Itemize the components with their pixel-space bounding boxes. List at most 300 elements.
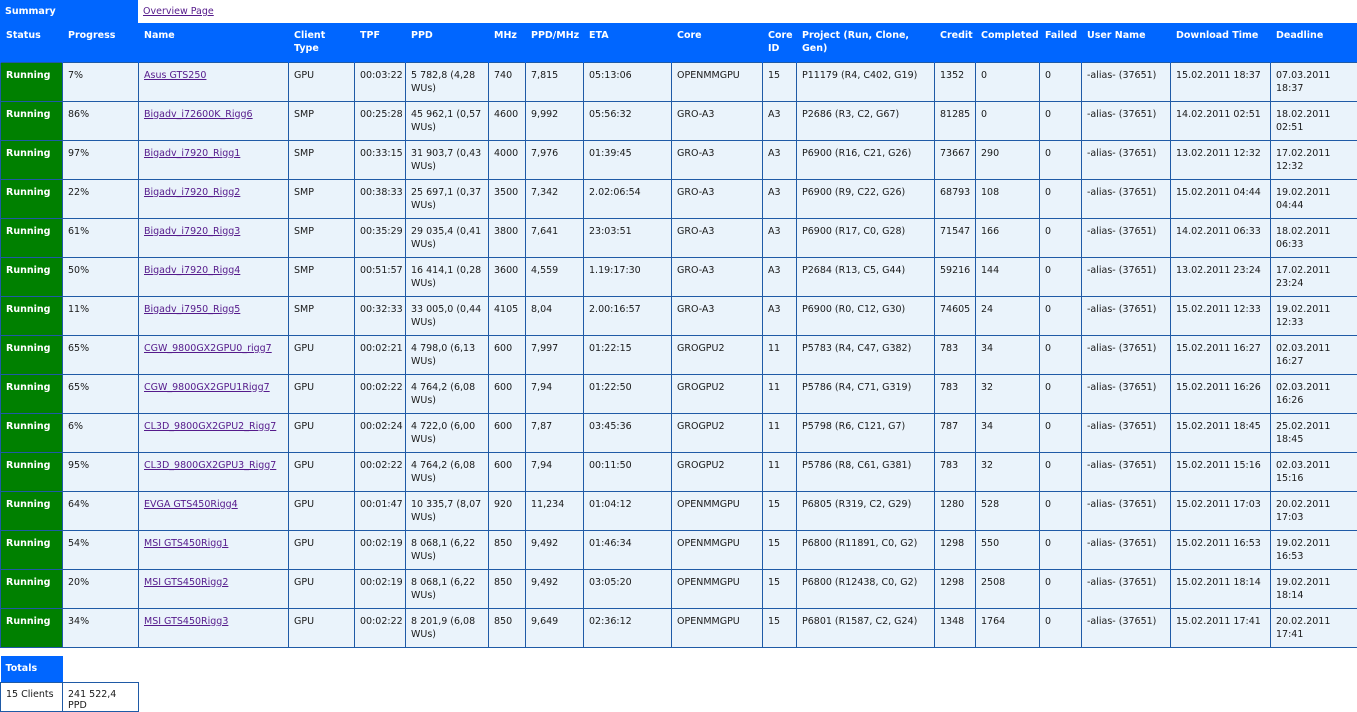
cell-mhz: 600	[489, 452, 526, 491]
cell-ppd: 10 335,7 (8,07 WUs)	[406, 491, 489, 530]
cell-eta: 05:56:32	[584, 101, 672, 140]
client-name-link[interactable]: Bigadv_i7920_Rigg1	[144, 148, 240, 159]
cell-tpf: 00:33:15	[355, 140, 406, 179]
header-deadline: Deadline	[1271, 23, 1357, 62]
cell-deadline: 20.02.2011 17:41	[1271, 608, 1357, 647]
client-name-link[interactable]: Bigadv_i72600K_Rigg6	[144, 109, 253, 120]
client-name-link[interactable]: CL3D_9800GX2GPU3_Rigg7	[144, 460, 276, 471]
cell-failed: 0	[1040, 140, 1082, 179]
cell-completed: 34	[976, 413, 1040, 452]
cell-ppd: 4 722,0 (6,00 WUs)	[406, 413, 489, 452]
cell-progress: 95%	[63, 452, 139, 491]
cell-project: P2686 (R3, C2, G67)	[797, 101, 935, 140]
cell-core: GRO-A3	[672, 218, 763, 257]
cell-core-id: 15	[763, 530, 797, 569]
cell-user-name: -alias- (37651)	[1082, 335, 1171, 374]
cell-eta: 01:22:50	[584, 374, 672, 413]
cell-client-type: GPU	[289, 413, 355, 452]
table-row[interactable]	[1, 374, 1357, 413]
header-status: Status	[1, 23, 63, 62]
cell-mhz: 740	[489, 62, 526, 101]
cell-deadline: 18.02.2011 06:33	[1271, 218, 1357, 257]
cell-core: GRO-A3	[672, 140, 763, 179]
header-mhz: MHz	[489, 23, 526, 62]
totals-row	[1, 682, 139, 711]
cell-deadline: 25.02.2011 18:45	[1271, 413, 1357, 452]
cell-failed: 0	[1040, 413, 1082, 452]
cell-core-id: A3	[763, 179, 797, 218]
cell-ppd: 4 798,0 (6,13 WUs)	[406, 335, 489, 374]
cell-ppd-mhz: 7,342	[526, 179, 584, 218]
cell-status: Running	[1, 218, 63, 257]
cell-tpf: 00:35:29	[355, 218, 406, 257]
cell-tpf: 00:02:24	[355, 413, 406, 452]
cell-user-name: -alias- (37651)	[1082, 413, 1171, 452]
cell-mhz: 850	[489, 608, 526, 647]
cell-completed: 2508	[976, 569, 1040, 608]
cell-name	[139, 374, 289, 413]
cell-credit: 59216	[935, 257, 976, 296]
cell-project: P6900 (R17, C0, G28)	[797, 218, 935, 257]
cell-eta: 01:04:12	[584, 491, 672, 530]
cell-status: Running	[1, 140, 63, 179]
cell-failed: 0	[1040, 569, 1082, 608]
cell-client-type: GPU	[289, 374, 355, 413]
table-row[interactable]	[1, 452, 1357, 491]
cell-credit: 1280	[935, 491, 976, 530]
cell-tpf: 00:38:33	[355, 179, 406, 218]
table-row[interactable]	[1, 257, 1357, 296]
cell-core-id: 11	[763, 452, 797, 491]
cell-core-id: A3	[763, 257, 797, 296]
cell-mhz: 3800	[489, 218, 526, 257]
cell-user-name: -alias- (37651)	[1082, 374, 1171, 413]
cell-core: GROGPU2	[672, 413, 763, 452]
cell-eta: 03:05:20	[584, 569, 672, 608]
cell-ppd: 45 962,1 (0,57 WUs)	[406, 101, 489, 140]
cell-core-id: 15	[763, 62, 797, 101]
cell-completed: 550	[976, 530, 1040, 569]
cell-progress: 86%	[63, 101, 139, 140]
clients-table	[0, 23, 1357, 648]
cell-completed: 24	[976, 296, 1040, 335]
client-name-link[interactable]: Bigadv_i7950_Rigg5	[144, 304, 240, 315]
cell-core: OPENMMGPU	[672, 569, 763, 608]
cell-deadline: 19.02.2011 12:33	[1271, 296, 1357, 335]
header-ppd-mhz: PPD/MHz	[526, 23, 584, 62]
cell-client-type: GPU	[289, 530, 355, 569]
cell-core-id: A3	[763, 218, 797, 257]
cell-user-name: -alias- (37651)	[1082, 62, 1171, 101]
cell-project: P5786 (R8, C61, G381)	[797, 452, 935, 491]
cell-core-id: 15	[763, 608, 797, 647]
cell-name	[139, 530, 289, 569]
top-nav-bar	[0, 0, 1357, 23]
totals-label: Totals	[1, 656, 63, 682]
cell-credit: 1348	[935, 608, 976, 647]
cell-download-time: 15.02.2011 18:14	[1171, 569, 1271, 608]
cell-progress: 11%	[63, 296, 139, 335]
cell-project: P2684 (R13, C5, G44)	[797, 257, 935, 296]
cell-tpf: 00:02:21	[355, 335, 406, 374]
cell-status: Running	[1, 452, 63, 491]
cell-status: Running	[1, 374, 63, 413]
cell-client-type: GPU	[289, 569, 355, 608]
cell-user-name: -alias- (37651)	[1082, 218, 1171, 257]
cell-failed: 0	[1040, 62, 1082, 101]
cell-completed: 108	[976, 179, 1040, 218]
cell-ppd-mhz: 7,87	[526, 413, 584, 452]
cell-user-name: -alias- (37651)	[1082, 179, 1171, 218]
cell-core: GROGPU2	[672, 374, 763, 413]
cell-client-type: SMP	[289, 218, 355, 257]
header-user-name: User Name	[1082, 23, 1171, 62]
cell-core: OPENMMGPU	[672, 491, 763, 530]
cell-status: Running	[1, 608, 63, 647]
cell-eta: 1.19:17:30	[584, 257, 672, 296]
cell-completed: 0	[976, 101, 1040, 140]
cell-download-time: 13.02.2011 12:32	[1171, 140, 1271, 179]
cell-deadline: 20.02.2011 17:03	[1271, 491, 1357, 530]
table-row[interactable]	[1, 179, 1357, 218]
cell-core: GRO-A3	[672, 179, 763, 218]
table-row[interactable]	[1, 608, 1357, 647]
cell-progress: 20%	[63, 569, 139, 608]
client-name-link[interactable]: MSI GTS450Rigg1	[144, 538, 228, 549]
cell-status: Running	[1, 491, 63, 530]
cell-failed: 0	[1040, 608, 1082, 647]
table-row[interactable]	[1, 530, 1357, 569]
cell-ppd-mhz: 7,94	[526, 452, 584, 491]
cell-completed: 0	[976, 62, 1040, 101]
cell-status: Running	[1, 296, 63, 335]
cell-eta: 01:46:34	[584, 530, 672, 569]
cell-download-time: 15.02.2011 16:27	[1171, 335, 1271, 374]
cell-failed: 0	[1040, 491, 1082, 530]
cell-client-type: GPU	[289, 491, 355, 530]
header-credit: Credit	[935, 23, 976, 62]
totals-table	[0, 656, 139, 712]
client-name-link[interactable]: MSI GTS450Rigg3	[144, 616, 228, 627]
overview-page-link[interactable]: Overview Page	[143, 6, 214, 17]
totals-header-spacer	[63, 656, 139, 682]
cell-failed: 0	[1040, 530, 1082, 569]
cell-name	[139, 257, 289, 296]
cell-core: GRO-A3	[672, 296, 763, 335]
cell-credit: 783	[935, 335, 976, 374]
cell-ppd-mhz: 9,492	[526, 569, 584, 608]
cell-download-time: 15.02.2011 17:03	[1171, 491, 1271, 530]
cell-credit: 1298	[935, 569, 976, 608]
table-row[interactable]	[1, 62, 1357, 101]
cell-ppd-mhz: 7,641	[526, 218, 584, 257]
cell-mhz: 600	[489, 413, 526, 452]
cell-core-id: A3	[763, 296, 797, 335]
client-name-link[interactable]: CGW_9800GX2GPU1Rigg7	[144, 382, 270, 393]
header-eta: ETA	[584, 23, 672, 62]
cell-status: Running	[1, 62, 63, 101]
cell-tpf: 00:01:47	[355, 491, 406, 530]
cell-name	[139, 179, 289, 218]
cell-progress: 61%	[63, 218, 139, 257]
cell-download-time: 15.02.2011 04:44	[1171, 179, 1271, 218]
cell-deadline: 18.02.2011 02:51	[1271, 101, 1357, 140]
cell-core-id: A3	[763, 101, 797, 140]
cell-ppd-mhz: 7,997	[526, 335, 584, 374]
cell-status: Running	[1, 335, 63, 374]
cell-credit: 787	[935, 413, 976, 452]
table-row[interactable]	[1, 218, 1357, 257]
cell-ppd-mhz: 8,04	[526, 296, 584, 335]
cell-ppd: 25 697,1 (0,37 WUs)	[406, 179, 489, 218]
header-download-time: Download Time	[1171, 23, 1271, 62]
cell-ppd: 16 414,1 (0,28 WUs)	[406, 257, 489, 296]
cell-name	[139, 569, 289, 608]
header-completed: Completed	[976, 23, 1040, 62]
cell-progress: 97%	[63, 140, 139, 179]
client-name-link[interactable]: Bigadv_i7920_Rigg3	[144, 226, 240, 237]
cell-download-time: 15.02.2011 18:45	[1171, 413, 1271, 452]
cell-core: GROGPU2	[672, 335, 763, 374]
cell-core: OPENMMGPU	[672, 62, 763, 101]
cell-credit: 1298	[935, 530, 976, 569]
cell-client-type: SMP	[289, 296, 355, 335]
cell-tpf: 00:02:22	[355, 452, 406, 491]
cell-eta: 05:13:06	[584, 62, 672, 101]
cell-client-type: SMP	[289, 101, 355, 140]
client-name-link[interactable]: CL3D_9800GX2GPU2_Rigg7	[144, 421, 276, 432]
client-name-link[interactable]: EVGA GTS450Rigg4	[144, 499, 238, 510]
cell-credit: 73667	[935, 140, 976, 179]
cell-project: P6900 (R0, C12, G30)	[797, 296, 935, 335]
cell-status: Running	[1, 413, 63, 452]
cell-mhz: 4000	[489, 140, 526, 179]
cell-project: P6800 (R11891, C0, G2)	[797, 530, 935, 569]
cell-completed: 32	[976, 452, 1040, 491]
header-name: Name	[139, 23, 289, 62]
cell-ppd-mhz: 4,559	[526, 257, 584, 296]
cell-deadline: 17.02.2011 23:24	[1271, 257, 1357, 296]
cell-client-type: SMP	[289, 257, 355, 296]
header-core-id: Core ID	[763, 23, 797, 62]
cell-core-id: 11	[763, 374, 797, 413]
cell-download-time: 15.02.2011 16:53	[1171, 530, 1271, 569]
cell-core-id: 11	[763, 335, 797, 374]
cell-deadline: 19.02.2011 04:44	[1271, 179, 1357, 218]
cell-failed: 0	[1040, 218, 1082, 257]
cell-client-type: GPU	[289, 62, 355, 101]
cell-ppd: 8 201,9 (6,08 WUs)	[406, 608, 489, 647]
cell-progress: 34%	[63, 608, 139, 647]
totals-header-row	[1, 656, 139, 682]
cell-client-type: SMP	[289, 179, 355, 218]
cell-ppd-mhz: 9,492	[526, 530, 584, 569]
cell-ppd: 29 035,4 (0,41 WUs)	[406, 218, 489, 257]
client-name-link[interactable]: Bigadv_i7920_Rigg2	[144, 187, 240, 198]
cell-mhz: 920	[489, 491, 526, 530]
cell-status: Running	[1, 257, 63, 296]
cell-eta: 2.02:06:54	[584, 179, 672, 218]
cell-download-time: 15.02.2011 17:41	[1171, 608, 1271, 647]
cell-status: Running	[1, 179, 63, 218]
cell-core: OPENMMGPU	[672, 530, 763, 569]
cell-ppd: 33 005,0 (0,44 WUs)	[406, 296, 489, 335]
cell-failed: 0	[1040, 257, 1082, 296]
cell-completed: 1764	[976, 608, 1040, 647]
cell-progress: 65%	[63, 374, 139, 413]
client-name-link[interactable]: Asus GTS250	[144, 70, 206, 81]
cell-ppd: 4 764,2 (6,08 WUs)	[406, 452, 489, 491]
cell-credit: 81285	[935, 101, 976, 140]
cell-user-name: -alias- (37651)	[1082, 491, 1171, 530]
cell-failed: 0	[1040, 296, 1082, 335]
cell-download-time: 14.02.2011 02:51	[1171, 101, 1271, 140]
cell-download-time: 15.02.2011 18:37	[1171, 62, 1271, 101]
cell-project: P6900 (R16, C21, G26)	[797, 140, 935, 179]
cell-user-name: -alias- (37651)	[1082, 569, 1171, 608]
cell-eta: 01:22:15	[584, 335, 672, 374]
cell-mhz: 600	[489, 374, 526, 413]
cell-deadline: 19.02.2011 16:53	[1271, 530, 1357, 569]
cell-user-name: -alias- (37651)	[1082, 101, 1171, 140]
cell-mhz: 4600	[489, 101, 526, 140]
header-row	[1, 23, 1357, 62]
table-row[interactable]	[1, 101, 1357, 140]
totals-ppd: 241 522,4 PPD	[63, 682, 139, 711]
cell-tpf: 00:02:19	[355, 569, 406, 608]
cell-progress: 50%	[63, 257, 139, 296]
cell-progress: 22%	[63, 179, 139, 218]
cell-deadline: 02.03.2011 15:16	[1271, 452, 1357, 491]
cell-ppd-mhz: 7,815	[526, 62, 584, 101]
cell-completed: 166	[976, 218, 1040, 257]
cell-name	[139, 608, 289, 647]
table-row[interactable]	[1, 296, 1357, 335]
cell-status: Running	[1, 569, 63, 608]
cell-client-type: GPU	[289, 335, 355, 374]
cell-mhz: 850	[489, 530, 526, 569]
cell-ppd: 8 068,1 (6,22 WUs)	[406, 530, 489, 569]
table-row[interactable]	[1, 335, 1357, 374]
cell-ppd-mhz: 7,976	[526, 140, 584, 179]
header-core: Core	[672, 23, 763, 62]
cell-client-type: SMP	[289, 140, 355, 179]
cell-core: GRO-A3	[672, 101, 763, 140]
cell-ppd-mhz: 11,234	[526, 491, 584, 530]
cell-tpf: 00:51:57	[355, 257, 406, 296]
cell-tpf: 00:25:28	[355, 101, 406, 140]
cell-project: P5786 (R4, C71, G319)	[797, 374, 935, 413]
totals-clients: 15 Clients	[1, 682, 63, 711]
cell-eta: 2.00:16:57	[584, 296, 672, 335]
cell-project: P6801 (R1587, C2, G24)	[797, 608, 935, 647]
cell-mhz: 4105	[489, 296, 526, 335]
client-name-link[interactable]: MSI GTS450Rigg2	[144, 577, 228, 588]
cell-core: GRO-A3	[672, 257, 763, 296]
cell-name	[139, 491, 289, 530]
cell-eta: 23:03:51	[584, 218, 672, 257]
cell-mhz: 3600	[489, 257, 526, 296]
cell-credit: 68793	[935, 179, 976, 218]
cell-name	[139, 62, 289, 101]
cell-completed: 144	[976, 257, 1040, 296]
cell-core-id: 11	[763, 413, 797, 452]
cell-progress: 6%	[63, 413, 139, 452]
cell-completed: 32	[976, 374, 1040, 413]
cell-credit: 783	[935, 374, 976, 413]
cell-client-type: GPU	[289, 608, 355, 647]
cell-ppd-mhz: 9,649	[526, 608, 584, 647]
table-row[interactable]	[1, 491, 1357, 530]
cell-project: P6805 (R319, C2, G29)	[797, 491, 935, 530]
cell-user-name: -alias- (37651)	[1082, 140, 1171, 179]
cell-eta: 03:45:36	[584, 413, 672, 452]
cell-core: OPENMMGPU	[672, 608, 763, 647]
cell-credit: 1352	[935, 62, 976, 101]
cell-project: P5783 (R4, C47, G382)	[797, 335, 935, 374]
cell-eta: 01:39:45	[584, 140, 672, 179]
header-client-type: Client Type	[289, 23, 355, 62]
table-header	[1, 23, 1357, 62]
cell-ppd: 8 068,1 (6,22 WUs)	[406, 569, 489, 608]
header-failed: Failed	[1040, 23, 1082, 62]
cell-credit: 783	[935, 452, 976, 491]
cell-download-time: 14.02.2011 06:33	[1171, 218, 1271, 257]
cell-ppd: 5 782,8 (4,28 WUs)	[406, 62, 489, 101]
header-tpf: TPF	[355, 23, 406, 62]
cell-name	[139, 101, 289, 140]
header-ppd: PPD	[406, 23, 489, 62]
cell-name	[139, 335, 289, 374]
table-row[interactable]	[1, 140, 1357, 179]
table-row[interactable]	[1, 413, 1357, 452]
cell-ppd-mhz: 9,992	[526, 101, 584, 140]
cell-deadline: 07.03.2011 18:37	[1271, 62, 1357, 101]
header-progress: Progress	[63, 23, 139, 62]
cell-failed: 0	[1040, 179, 1082, 218]
cell-download-time: 15.02.2011 12:33	[1171, 296, 1271, 335]
cell-name	[139, 413, 289, 452]
cell-progress: 7%	[63, 62, 139, 101]
table-body	[1, 62, 1357, 647]
client-name-link[interactable]: CGW_9800GX2GPU0_rigg7	[144, 343, 272, 354]
cell-failed: 0	[1040, 452, 1082, 491]
cell-download-time: 13.02.2011 23:24	[1171, 257, 1271, 296]
cell-completed: 290	[976, 140, 1040, 179]
cell-progress: 65%	[63, 335, 139, 374]
client-name-link[interactable]: Bigadv_i7920_Rigg4	[144, 265, 240, 276]
table-row[interactable]	[1, 569, 1357, 608]
cell-status: Running	[1, 530, 63, 569]
cell-tpf: 00:02:22	[355, 608, 406, 647]
cell-core: GROGPU2	[672, 452, 763, 491]
cell-credit: 74605	[935, 296, 976, 335]
cell-completed: 34	[976, 335, 1040, 374]
summary-tab[interactable]: Summary	[0, 0, 138, 23]
cell-failed: 0	[1040, 101, 1082, 140]
cell-user-name: -alias- (37651)	[1082, 608, 1171, 647]
cell-deadline: 02.03.2011 16:27	[1271, 335, 1357, 374]
cell-deadline: 19.02.2011 18:14	[1271, 569, 1357, 608]
cell-credit: 71547	[935, 218, 976, 257]
cell-failed: 0	[1040, 335, 1082, 374]
cell-eta: 02:36:12	[584, 608, 672, 647]
cell-eta: 00:11:50	[584, 452, 672, 491]
cell-project: P5798 (R6, C121, G7)	[797, 413, 935, 452]
cell-tpf: 00:02:22	[355, 374, 406, 413]
cell-user-name: -alias- (37651)	[1082, 452, 1171, 491]
cell-download-time: 15.02.2011 15:16	[1171, 452, 1271, 491]
